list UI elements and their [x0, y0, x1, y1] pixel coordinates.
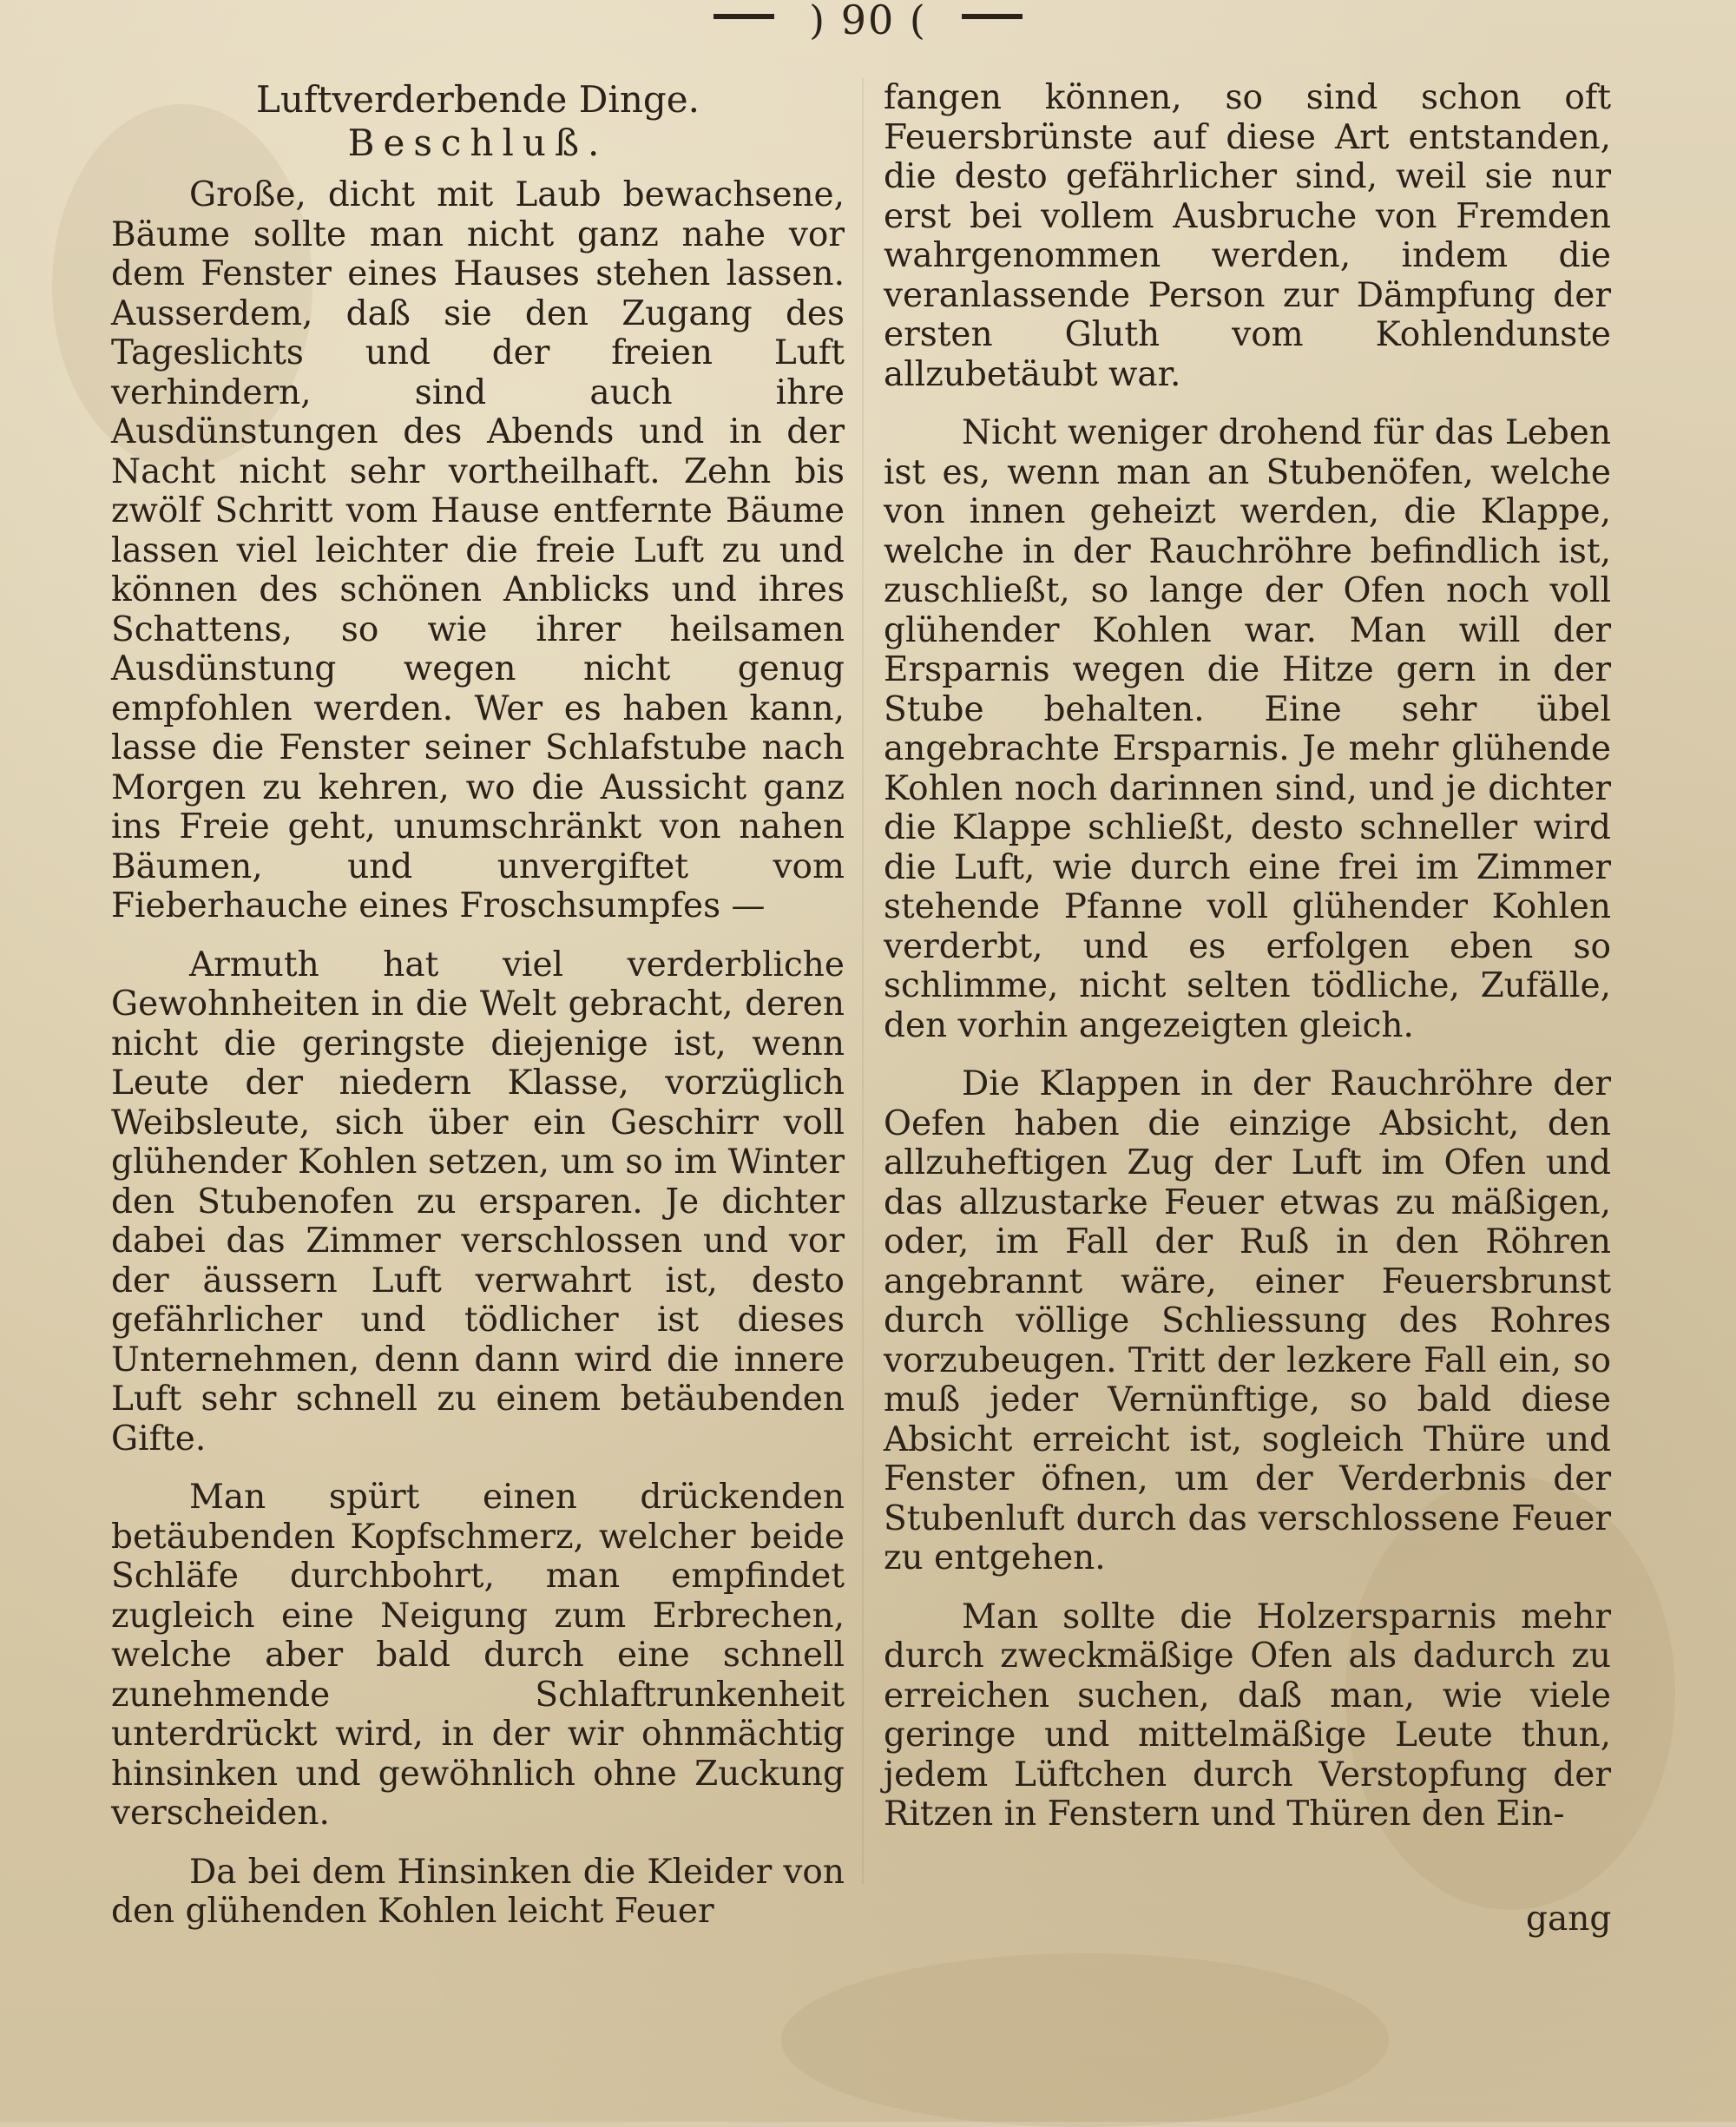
- header-rule-right: [962, 14, 1023, 19]
- article-subtitle: Beschluß.: [347, 122, 608, 164]
- paragraph: Die Klappen in der Rauchröhre der Oefen haben die einzige Absicht, den allzuheftigen Zug der Luft im Ofen und das allzustarke Feuer etwas zu mäßigen, oder, im Fall der Ruß in den Röhren angebrannt wäre, einer Feuersbrunst durch völlige Schliessung des Rohres vorzubeugen. Tritt der lezkere Fall ein, so muß jeder Vernünftige, so bald diese Absicht erreicht ist, sogleich Thüre und Fenster öfnen, um der Verderbnis der Stubenluft durch das verschlossene Feuer zu entgehen.: [884, 1064, 1611, 1577]
- column-gutter: [862, 78, 864, 1884]
- article-title: Luftverderbende Dinge.: [256, 78, 700, 121]
- paragraph: Armuth hat viel verderbliche Gewohnheiten in die Welt gebracht, deren nicht die geringste diejenige ist, wenn Leute der niedern Klasse, vorzüglich Weibsleute, sich über ein Geschirr voll glühender Kohlen setzen, um so im Winter den Stubenofen zu ersparen. Je dichter dabei das Zimmer verschlossen und vor der äussern Luft verwahrt ist, desto gefährlicher und tödlicher ist dieses Unternehmen, denn dann wird die innere Luft sehr schnell zu einem betäubenden Gifte.: [111, 945, 845, 1459]
- page-number: ) 90 (: [809, 0, 927, 43]
- paragraph-continuation: fangen können, so sind schon oft Feuersbrünste auf diese Art entstanden, die desto gefährlicher sind, weil sie nur erst bei vollem Ausbruche von Fremden wahrgenommen werden, indem die veranlassende Person zur Dämpfung der ersten Gluth vom Kohlendunste allzubetäubt war.: [884, 78, 1611, 394]
- paragraph: Große, dicht mit Laub bewachsene, Bäume sollte man nicht ganz nahe vor dem Fenster eines Hauses stehen lassen. Ausserdem, daß sie den Zugang des Tageslichts und der freien Luft verhindern, sind auch ihre Ausdünstungen des Abends und in der Nacht nicht sehr vortheilhaft. Zehn bis zwölf Schritt vom Hause entfernte Bäume lassen viel leichter die freie Luft zu und können des schönen Anblicks und ihres Schattens, so wie ihrer heilsamen Ausdünstung wegen nicht genug empfohlen werden. Wer es haben kann, lasse die Fenster seiner Schlafstube nach Morgen zu kehren, wo die Aussicht ganz ins Freie geht, unumschränkt von nahen Bäumen, und unvergiftet vom Fieberhauche eines Froschsumpfes —: [111, 175, 845, 925]
- right-column: [884, 78, 1611, 1854]
- paper-stain: [781, 1953, 1389, 2127]
- catchword: gang: [1526, 1900, 1612, 1939]
- header-rule-left: [713, 14, 774, 19]
- paragraph: Nicht weniger drohend für das Leben ist es, wenn man an Stubenöfen, welche von innen geheizt werden, die Klappe, welche in der Rauchröhre befindlich ist, zuschließt, so lange der Ofen noch voll glühender Kohlen war. Man will der Ersparnis wegen die Hitze gern in der Stube behalten. Eine sehr übel angebrachte Ersparnis. Je mehr glühende Kohlen noch darinnen sind, und je dichter die Klappe schließt, desto schneller wird die Luft, wie durch eine frei im Zimmer stehende Pfanne voll glühender Kohlen verderbt, und es erfolgen eben so schlimme, nicht selten tödliche, Zufälle, den vorhin angezeigten gleich.: [884, 413, 1611, 1045]
- page-header: [0, 0, 1736, 52]
- paragraph: Man spürt einen drückenden betäubenden Kopfschmerz, welcher beide Schläfe durchbohrt, man empfindet zugleich eine Neigung zum Erbrechen, welche aber bald durch eine schnell zunehmende Schlaftrunkenheit unterdrückt wird, in der wir ohnmächtig hinsinken und gewöhnlich ohne Zuckung verscheiden.: [111, 1478, 845, 1833]
- paragraph: Da bei dem Hinsinken die Kleider von den glühenden Kohlen leicht Feuer: [111, 1852, 845, 1931]
- paragraph: Man sollte die Holzersparnis mehr durch zweckmäßige Ofen als dadurch zu erreichen suchen, daß man, wie viele geringe und mittelmäßige Leute thun, jedem Lüftchen durch Verstopfung der Ritzen in Fenstern und Thüren den Ein-: [884, 1597, 1611, 1834]
- left-column: [111, 78, 845, 1951]
